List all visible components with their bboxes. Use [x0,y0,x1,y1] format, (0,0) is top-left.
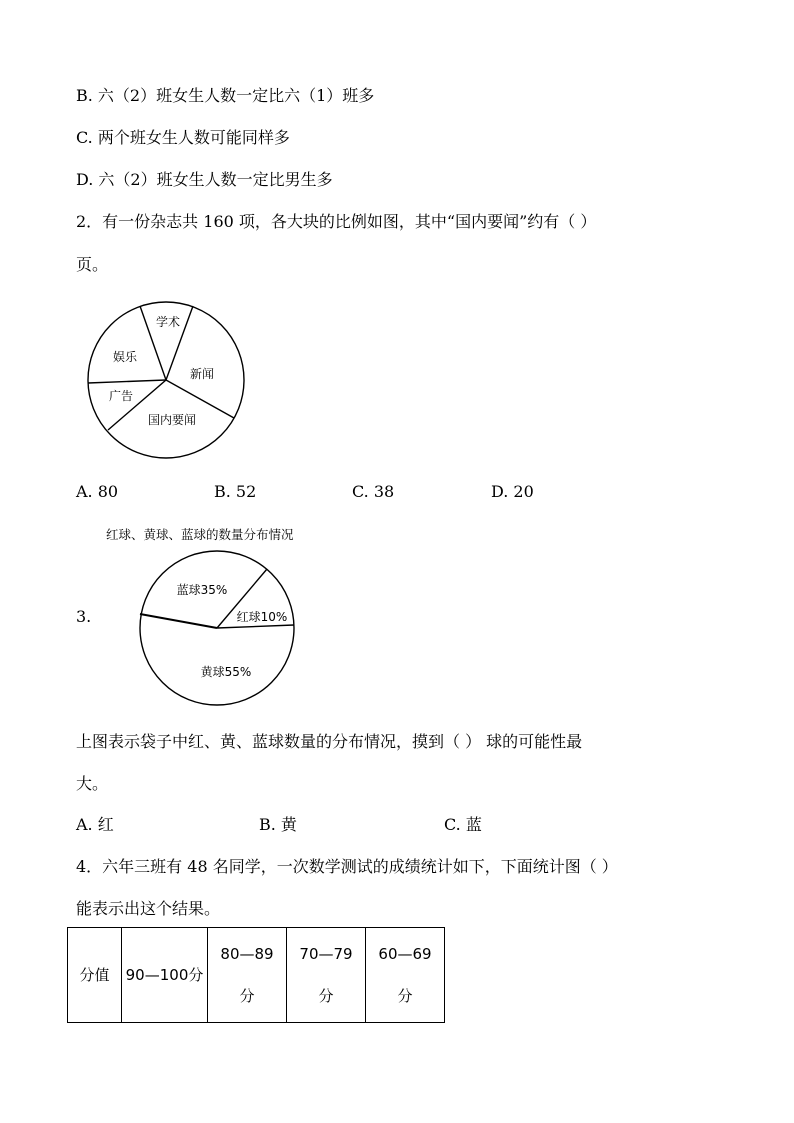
table-row [68,928,445,1023]
table-cell: 70—79分 [287,928,366,1023]
ball-label-blue: 蓝球35% [176,583,228,597]
q3-option-b: B. 黄 [259,815,297,834]
q3-stem-line2: 大。 [76,774,109,793]
q3-option-c: C. 蓝 [444,815,482,834]
table-cell: 60—69分 [366,928,445,1023]
q1-option-b: B. 六（2）班女生人数一定比六（1）班多 [76,86,375,105]
score-table [67,927,445,1023]
pie-label-domestic: 国内要闻 [147,413,197,427]
ball-label-yellow: 黄球55% [200,665,252,679]
q2-option-b: B. 52 [214,482,257,501]
q1-option-c: C. 两个班女生人数可能同样多 [76,128,290,147]
q1-option-d: D. 六（2）班女生人数一定比男生多 [76,170,333,189]
ball-chart-title: 红球、黄球、蓝球的数量分布情况 [106,527,294,542]
pie-label-news: 新闻 [189,367,215,381]
ball-pie-divider [217,625,294,628]
q2-stem-line2: 页。 [76,255,109,274]
q2-stem-line1: 2．有一份杂志共 160 项，各大块的比例如图，其中“国内要闻”约有（ ） [76,212,597,231]
q3-stem-line1: 上图表示袋子中红、黄、蓝球数量的分布情况，摸到（ ） 球的可能性最 [76,732,583,751]
pie-label-ads: 广告 [108,389,134,403]
ball-pie-divider [140,614,217,628]
ball-label-red: 红球10% [236,610,288,624]
q2-option-a: A. 80 [76,482,119,501]
pie-label-academic: 学术 [155,315,181,329]
q2-option-d: D. 20 [491,482,534,501]
q4-stem-line2: 能表示出这个结果。 [76,899,221,918]
q2-option-c: C. 38 [352,482,395,501]
table-cell: 80—89分 [208,928,287,1023]
table-cell: 90—100分 [122,928,208,1023]
table-header-cell: 分值 [68,928,122,1023]
q4-stem-line1: 4．六年三班有 48 名同学，一次数学测试的成绩统计如下，下面统计图（ ） [76,857,618,876]
pie-label-entertainment: 娱乐 [112,350,138,364]
q3-number: 3. [76,607,92,626]
q3-option-a: A. 红 [76,815,114,834]
